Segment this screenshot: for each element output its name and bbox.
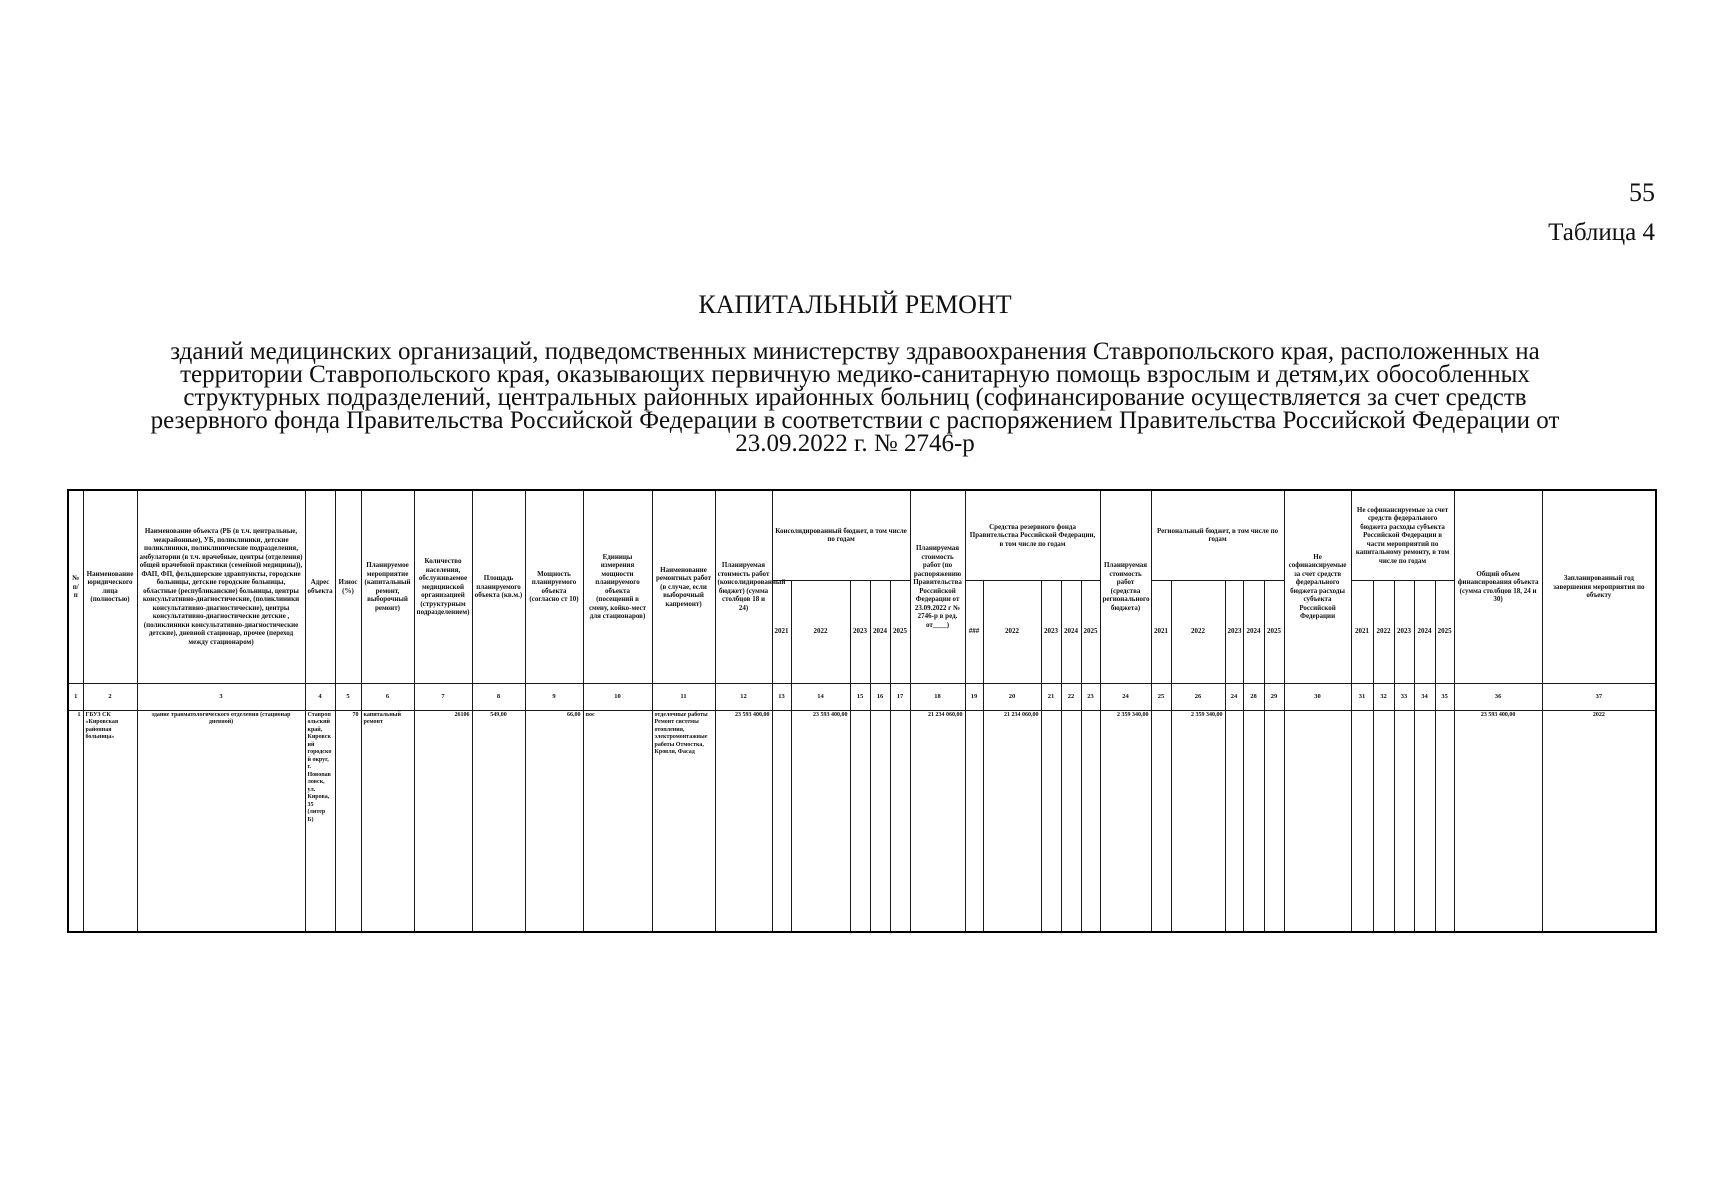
column-number: 9 [525, 683, 583, 710]
column-number: 24 [1100, 683, 1151, 710]
column-number: 21 [1041, 683, 1061, 710]
header-repair-works: Наименование ремонтных работ (в случае, если выборочный капремонт) [652, 490, 715, 683]
cell-cost-regional: 2 359 340,00 [1100, 710, 1151, 932]
document-subtitle [0, 340, 1710, 455]
cell-non-cofinanced-2023 [1394, 710, 1414, 932]
cell-repair-works: отделочные работы Ремонт системы отопления, электромонтажные работы Отмостка, Кровля, Фасад [652, 710, 715, 932]
cell-regional-2024 [1243, 710, 1264, 932]
cell-planned-measure: капитальный ремонт [361, 710, 414, 932]
header-row [68, 490, 1656, 580]
column-number: 15 [850, 683, 870, 710]
header-num: № п/п [68, 490, 83, 683]
column-number: 14 [791, 683, 850, 710]
column-number: 13 [772, 683, 791, 710]
column-number: 1 [68, 683, 83, 710]
subtitle-line: 23.09.2022 г. № 2746-р [735, 430, 975, 457]
cell-non-cofinanced-2021 [1351, 710, 1373, 932]
cell-cost-reserve-fund: 21 234 060,00 [910, 710, 965, 932]
header-non-cofinanced: Не софинансируемые за счет средств федерального бюджета расходы субъекта Российской Федерации [1284, 490, 1351, 683]
header-year: 2024 [1061, 580, 1081, 683]
header-year: 2022 [1373, 580, 1394, 683]
header-year-overflow: ### [965, 580, 983, 683]
column-number: 33 [1394, 683, 1414, 710]
header-year: 2024 [870, 580, 890, 683]
column-number: 4 [305, 683, 335, 710]
header-object-name: Наименование объекта (РБ (в т.ч. центральные, межрайонные), УБ, поликлиники, детские поликлиники, поликлинические подразделения, амбулатории (в т.ч. врачебные, центры (отделения) общей врачебной практики (семейной медицины)), ФАП, ФП, фельдшерские здравпункты, городские больницы, детские городские больницы, областные (республиканские) больницы, центры консультативно-диагностические, (поликлиники консультативно-диагностические), центры консультативно-диагностические детские , (поликлиники консультативно-диагностические детские), дневной стационар, прочее (переход между стационаром) [137, 490, 305, 683]
cell-regional-2021 [1151, 710, 1171, 932]
column-number: 26 [1171, 683, 1225, 710]
column-number: 36 [1454, 683, 1542, 710]
header-year: 2024 [1414, 580, 1435, 683]
column-number: 16 [870, 683, 890, 710]
document-title: КАПИТАЛЬНЫЙ РЕМОНТ [698, 290, 1012, 319]
table-label: Таблица 4 [1548, 219, 1655, 246]
header-total-volume: Общий объем финансирования объекта (сумма столбцов 18, 24 и 30) [1454, 490, 1542, 683]
cell-regional-2025 [1264, 710, 1284, 932]
column-number: 11 [652, 683, 715, 710]
cell-object-name: здание травматологического отделения (стационар дневной) [137, 710, 305, 932]
cell-total-volume: 23 593 400,00 [1454, 710, 1542, 932]
cell-capacity: 66,00 [525, 710, 583, 932]
header-population: Количество населения, обслуживаемое медицинской организацией (структурным подразделением) [414, 490, 472, 683]
subtitle-line: территории Ставропольского края, оказывающих первичную медико-санитарную помощь взрослым и детям,их обособленных [180, 361, 1530, 388]
column-number: 7 [414, 683, 472, 710]
column-number: 25 [1151, 683, 1171, 710]
cell-address: Ставропольский край, Кировский городской округ, г. Новопавловск, ул. Кирова, 35 (литер Б) [305, 710, 335, 932]
header-completion-year: Запланированный год завершения мероприятия по объекту [1542, 490, 1656, 683]
header-year: 2023 [1041, 580, 1061, 683]
cell-regional-2023 [1225, 710, 1243, 932]
header-cost-reserve-fund: Планируемая стоимость работ (по распоряжению Правительства Российской Федерации от 23.09.2022 г № 2746-р в ред. от____) [910, 490, 965, 683]
cell-reserve-fund-2022: 21 234 060,00 [983, 710, 1041, 932]
header-year: 2023 [1225, 580, 1243, 683]
cell-consolidated-2025 [890, 710, 910, 932]
cell-wear: 70 [335, 710, 361, 932]
cell-capacity-units: пос [583, 710, 652, 932]
column-number: 18 [910, 683, 965, 710]
column-number: 32 [1373, 683, 1394, 710]
header-cost-regional: Планируемая стоимость работ (средства регионального бюджета) [1100, 490, 1151, 683]
column-number: 35 [1435, 683, 1454, 710]
column-number: 37 [1542, 683, 1656, 710]
cell-reserve-fund-2023 [1041, 710, 1061, 932]
cell-consolidated-2024 [870, 710, 890, 932]
header-legal-entity: Наименование юридического лица (полностью) [83, 490, 137, 683]
column-number: 19 [965, 683, 983, 710]
cell-non-cofinanced [1284, 710, 1351, 932]
header-cost-consolidated: Планируемая стоимость работ (консолидированный бюджет) (сумма столбцов 18 и 24) [715, 490, 772, 683]
cell-completion-year: 2022 [1542, 710, 1656, 932]
cell-cost-consolidated: 23 593 400,00 [715, 710, 772, 932]
cell-num: 1 [68, 710, 83, 932]
column-number: 5 [335, 683, 361, 710]
cell-reserve-fund-2025 [1081, 710, 1100, 932]
column-number: 20 [983, 683, 1041, 710]
header-year: 2022 [983, 580, 1041, 683]
cell-legal-entity: ГБУЗ СК «Кировская районная больница» [83, 710, 137, 932]
subtitle-line: резервного фонда Правительства Российской Федерации в соответствии с распоряжением Правительства Российской Федерации от [150, 407, 1560, 434]
column-number: 3 [137, 683, 305, 710]
header-year: 2023 [850, 580, 870, 683]
column-number: 22 [1061, 683, 1081, 710]
table-row [68, 710, 1656, 932]
column-number: 12 [715, 683, 772, 710]
header-year: 2025 [1264, 580, 1284, 683]
cell-area: 549,00 [472, 710, 525, 932]
cell-regional-2022: 2 359 340,00 [1171, 710, 1225, 932]
header-year: 2022 [1171, 580, 1225, 683]
header-group-regional: Региональный бюджет, в том числе по годам [1151, 490, 1284, 580]
header-group-non-cofinanced: Не софинансируемые за счет средств федерального бюджета расходы субъекта Российской Федерации в части мероприятий по капитальному ремонту, в том числе по годам [1351, 490, 1454, 580]
column-numbers-row [68, 683, 1656, 710]
column-number: 29 [1264, 683, 1284, 710]
header-year: 2021 [1351, 580, 1373, 683]
header-year: 2021 [772, 580, 791, 683]
header-area: Площадь планируемого объекта (кв.м.) [472, 490, 525, 683]
capital-repair-table [67, 489, 1657, 933]
header-year: 2022 [791, 580, 850, 683]
header-capacity: Мощность планируемого объекта (согласно ст 10) [525, 490, 583, 683]
header-group-reserve-fund: Средства резервного фонда Правительства Российской Федерации, в том числе по годам [965, 490, 1100, 580]
subtitle-line: зданий медицинских организаций, подведомственных министерству здравоохранения Ставропольского края, расположенных на [170, 338, 1540, 365]
page-number: 55 [1629, 178, 1655, 207]
column-number: 31 [1351, 683, 1373, 710]
cell-non-cofinanced-2025 [1435, 710, 1454, 932]
column-number: 17 [890, 683, 910, 710]
header-year: 2025 [890, 580, 910, 683]
cell-reserve-fund-first-year [965, 710, 983, 932]
header-address: Адрес объекта [305, 490, 335, 683]
header-year: 2025 [1081, 580, 1100, 683]
cell-consolidated-2023 [850, 710, 870, 932]
column-number: 2 [83, 683, 137, 710]
header-year: 2025 [1435, 580, 1454, 683]
column-number: 6 [361, 683, 414, 710]
column-number: 23 [1081, 683, 1100, 710]
column-number: 34 [1414, 683, 1435, 710]
cell-population: 26106 [414, 710, 472, 932]
header-planned-measure: Планируемое мероприятие (капитальный ремонт, выборочный ремонт) [361, 490, 414, 683]
cell-non-cofinanced-2022 [1373, 710, 1394, 932]
column-number: 10 [583, 683, 652, 710]
header-capacity-units: Единицы измерения мощности планируемого объекта (посещений в смену, койко-мест для стационаров) [583, 490, 652, 683]
header-year: 2023 [1394, 580, 1414, 683]
header-group-consolidated: Консолидированный бюджет, в том числе по годам [772, 490, 910, 580]
column-number: 8 [472, 683, 525, 710]
cell-non-cofinanced-2024 [1414, 710, 1435, 932]
column-number: 28 [1243, 683, 1264, 710]
cell-consolidated-2022: 23 593 400,00 [791, 710, 850, 932]
cell-reserve-fund-2024 [1061, 710, 1081, 932]
header-wear: Износ (%) [335, 490, 361, 683]
column-number: 30 [1284, 683, 1351, 710]
cell-consolidated-2021 [772, 710, 791, 932]
header-year: 2021 [1151, 580, 1171, 683]
header-year: 2024 [1243, 580, 1264, 683]
column-number: 24 [1225, 683, 1243, 710]
subtitle-line: структурных подразделений, центральных районных ирайонных больниц (софинансирование осуществляется за счет средств [183, 384, 1527, 411]
